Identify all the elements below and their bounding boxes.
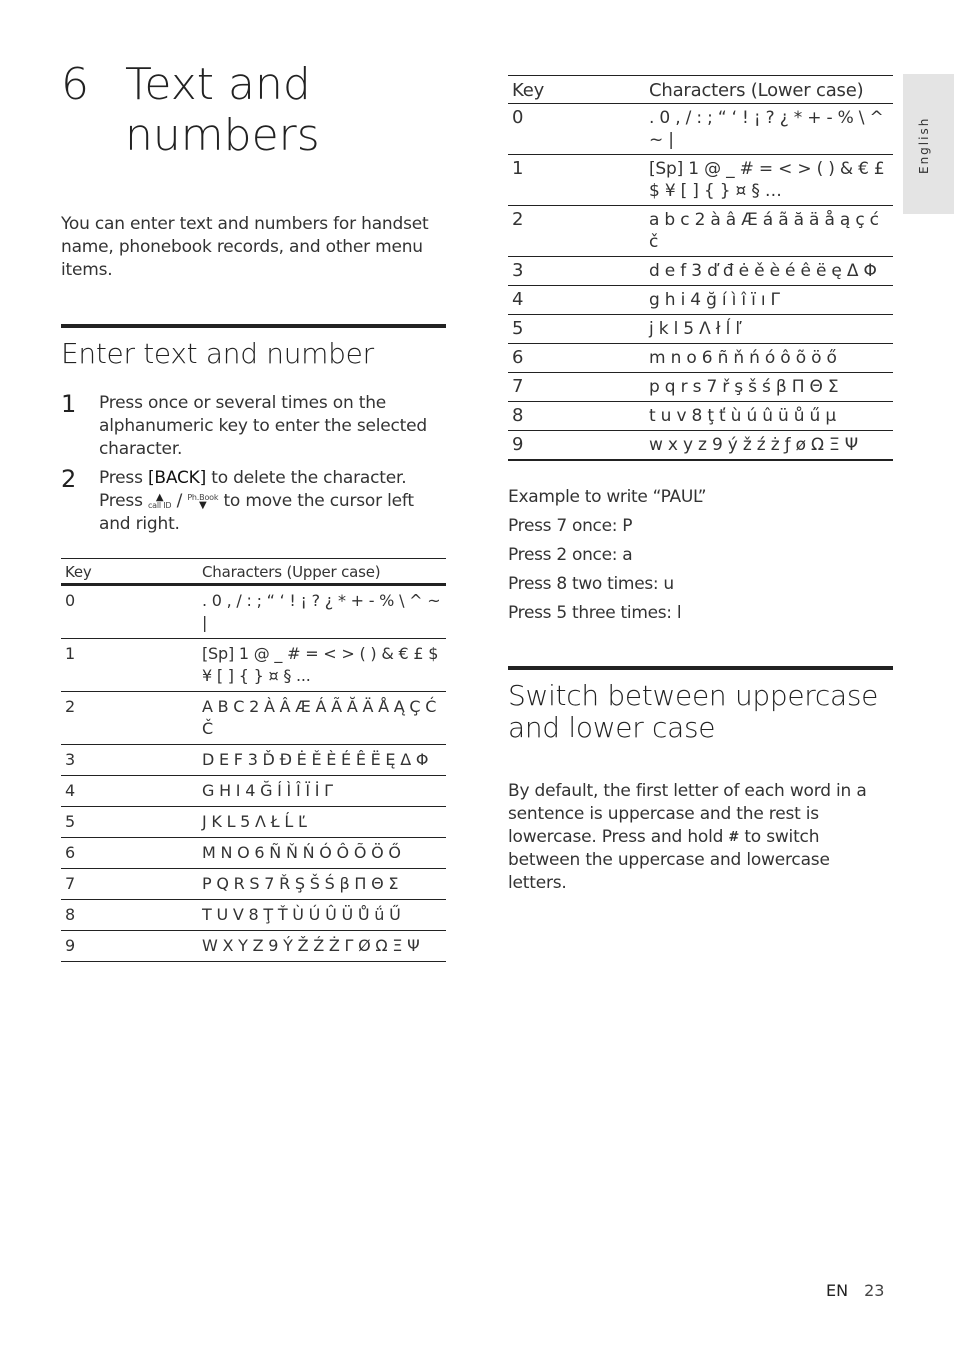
key-cell: 4 [61,776,198,807]
table-row [61,807,446,838]
left-column [61,60,446,962]
chars-cell: j k l 5 Λ ł ĺ ľ [645,315,893,344]
section-title-switch-case: Switch between uppercase and lower case [508,666,893,744]
chapter-number: 6 [61,59,89,110]
key-cell: 7 [508,373,645,402]
key-cell: 3 [508,257,645,286]
chapter-title: Text and numbers [125,59,320,161]
key-cell: 2 [508,206,645,257]
paragraph-text: By default, the first letter of each word in a sentence is uppercase and the rest is lowercase. Press and hold [508,781,867,847]
call-id-label: call ID [147,501,172,511]
table-row [61,869,446,900]
phonebook-label: Ph.Book [187,493,219,503]
step-number: 1 [61,390,77,419]
chars-cell: w x y z 9 ý ž ź ż ƒ ø Ω Ξ Ψ [645,431,893,461]
example-block [508,483,893,628]
table-row [508,155,893,206]
chars-cell: T U V 8 Ţ Ť Ù Ú Û Ü Ů ǘ Ű [198,900,446,931]
table-row [61,745,446,776]
step-text-part: to move the cursor left and right. [99,491,414,535]
chars-cell: D E F 3 Ď Đ Ė Ě È É Ê Ë Ę Δ Φ [198,745,446,776]
chars-cell: . 0 , / : ; “ ‘ ! ¡ ? ¿ * + - % \ ^ ~ | [645,104,893,155]
key-cell: 5 [61,807,198,838]
column-header-chars: Characters (Upper case) [202,563,381,582]
key-cell: 6 [61,838,198,869]
key-cell: 8 [61,900,198,931]
chars-cell: a b c 2 à â Æ á ã ă ä å ą ç ć č [645,206,893,257]
key-cell: 4 [508,286,645,315]
language-tab-label: English [917,116,931,174]
step-1 [61,392,446,461]
right-column [508,75,893,895]
section-title-enter-text: Enter text and number [61,324,446,370]
switch-case-paragraph [508,780,893,895]
step-text: Press once or several times on the alphanumeric key to enter the selected character. [99,393,428,460]
key-cell: 9 [508,431,645,461]
page-number: 23 [864,1281,885,1300]
example-title: Example to write “PAUL” [508,487,707,507]
column-header-key: Key [512,80,545,101]
table-header-row [61,559,446,585]
chars-cell: [Sp] 1 @ _ # = < > ( ) & € £ $ ¥ [ ] { } ¤ § ... [198,639,446,692]
chars-cell: M N O 6 Ñ Ň Ń Ó Ô Õ Ö Ő [198,838,446,869]
chars-cell: . 0 , / : ; “ ‘ ! ¡ ? ¿ * + - % \ ^ ~ | [198,585,446,639]
uppercase-table [61,558,446,962]
footer-language: EN [826,1281,849,1300]
column-header-key: Key [65,563,92,582]
key-cell: 8 [508,402,645,431]
example-line: Press 5 three times: l [508,603,682,623]
up-arrow-icon: ▲ call ID [147,492,172,511]
table-row [61,838,446,869]
chars-cell: t u v 8 ţ ť ù ú û ü ů ű µ [645,402,893,431]
step-text-part: Press [99,468,148,489]
table-row [61,639,446,692]
chapter-heading [61,60,446,161]
chars-cell: m n o 6 ñ ň ń ó ô õ ö ő [645,344,893,373]
step-2 [61,467,446,536]
table-row [508,315,893,344]
key-cell: 7 [61,869,198,900]
separator: / [171,491,188,512]
table-row [508,286,893,315]
table-row [508,104,893,155]
example-line: Press 2 once: a [508,545,633,565]
table-row [508,431,893,461]
table-row [508,206,893,257]
chars-cell: g h i 4 ğ í ì î ï ı Γ [645,286,893,315]
steps-list [61,392,446,536]
key-cell: 1 [508,155,645,206]
step-number: 2 [61,465,77,494]
key-cell: 5 [508,315,645,344]
table-row [508,257,893,286]
column-header-chars: Characters (Lower case) [649,80,864,101]
table-row [508,402,893,431]
table-row [508,344,893,373]
key-cell: 0 [508,104,645,155]
chars-cell: d e f 3 ď đ ė ě è é ê ë ę Δ Φ [645,257,893,286]
paragraph-text: to switch between the uppercase and lowercase letters. [508,827,830,893]
chars-cell: W X Y Z 9 Ý Ž Ź Ż Γ Ø Ω Ξ Ψ [198,931,446,962]
key-cell: 1 [61,639,198,692]
key-cell: 6 [508,344,645,373]
table-row [61,776,446,807]
table-header-row [508,76,893,104]
chars-cell: p q r s 7 ř ş š ś β Π Θ Σ [645,373,893,402]
table-row [508,373,893,402]
key-cell: 9 [61,931,198,962]
intro-paragraph: You can enter text and numbers for handset name, phonebook records, and other menu items. [61,214,429,281]
key-cell: 2 [61,692,198,745]
example-line: Press 8 two times: u [508,574,674,594]
chars-cell: J K L 5 Λ Ł Ĺ Ľ [198,807,446,838]
key-cell: 0 [61,585,198,639]
chars-cell: P Q R S 7 Ř Ş Š Ś β Π Θ Σ [198,869,446,900]
step-text-part: to delete the character. Press [99,468,407,512]
language-side-tab [903,74,954,214]
chars-cell: [Sp] 1 @ _ # = < > ( ) & € £ $ ¥ [ ] { } ¤ § … [645,155,893,206]
hash-key-icon: # [728,830,740,845]
table-row [61,692,446,745]
lowercase-table [508,75,893,461]
table-row [61,931,446,962]
table-row [61,585,446,639]
down-arrow-icon: Ph.Book ▼ [187,493,219,512]
back-button-label: [BACK] [147,468,207,489]
page-footer [826,1281,884,1300]
key-cell: 3 [61,745,198,776]
step-text [99,467,446,536]
chars-cell: A B C 2 À Â Æ Á Ã Ă Ä Å Ą Ç Ć Č [198,692,446,745]
example-line: Press 7 once: P [508,516,633,536]
table-row [61,900,446,931]
chars-cell: G H I 4 Ğ Í Ì Î Ï İ Γ [198,776,446,807]
